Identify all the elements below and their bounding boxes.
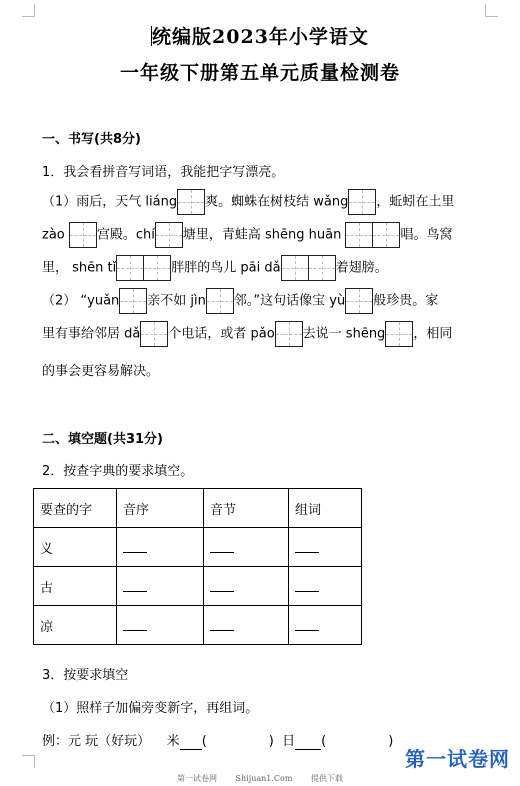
answer-blank[interactable] [295,538,319,553]
answer-blank[interactable] [295,734,321,750]
writing-grid-cell[interactable] [140,321,168,347]
answer-blank[interactable] [210,616,234,631]
close-paren: ) [268,734,274,749]
example-text: 例：元 玩（好玩） [42,734,151,749]
question1-prompt: 1．我会看拼音写词语，我能把字写漂亮。 [42,165,285,180]
q1-l1-text-a: （1）雨后，天气 liáng [42,194,178,210]
example-line [42,730,393,750]
table-header-cell: 组词 [289,489,362,528]
q1-l2-text-a: zào [42,227,65,243]
writing-grid-cell[interactable] [275,321,303,347]
dictionary-lookup-table [33,488,362,645]
q1-l4-text-a: （2） “yuǎn [42,293,120,309]
q1-l5-text-b: 个电话，或者 pǎo [168,326,275,342]
writing-grid-cell[interactable] [345,288,373,314]
answer-blank[interactable] [210,577,234,592]
answer-blank-cell[interactable] [204,567,289,606]
site-watermark: 第一试卷网 [405,747,510,771]
answer-blank[interactable] [295,616,319,631]
table-header-cell: 音节 [204,489,289,528]
writing-grid-cell[interactable] [177,189,205,215]
writing-grid-cell[interactable] [372,222,400,248]
answer-blank[interactable] [123,616,147,631]
example-char-mi: 米 [166,734,180,749]
q1-l4-text-b: 亲不如 jìn [147,293,206,309]
q1-l2-text-d: 唱。鸟窝 [400,227,453,243]
answer-blank[interactable] [123,538,147,553]
question2-prompt: 2．按查字典的要求填空。 [42,464,194,479]
writing-grid-cell[interactable] [116,255,144,281]
q1-l3-text-a: 里， shēn tǐ [42,260,117,276]
title-text-1: 统编版2023年小学语文 [152,26,369,48]
q1-line4 [42,288,438,314]
table-row [34,567,362,606]
q1-l2-text-c: 塘里，青蛙高 shēng huān [182,227,342,243]
open-paren: ( [201,734,207,749]
table-header-cell: 要查的字 [34,489,117,528]
footer-site-url: Shijuan1.Com [235,774,293,783]
q1-l3-text-b: 胖胖的鸟儿 pāi dǎ [171,260,281,276]
crop-mark-bottom-left [22,755,35,768]
q1-l5-text-d: ，相同 [413,326,453,342]
writing-grid-cell[interactable] [143,255,171,281]
writing-grid-cell[interactable] [348,189,376,215]
writing-grid-cell[interactable] [155,222,183,248]
document-title-line1 [0,22,520,49]
q1-l3-text-c: 着翅膀。 [335,260,388,276]
footer-site-name: 第一试卷网 [177,774,217,783]
open-paren: ( [321,734,327,749]
q1-line6: 的事会更容易解决。 [42,364,160,379]
table-header-cell: 音序 [117,489,204,528]
close-paren: ) [388,734,394,749]
q1-l1-text-c: ，蚯蚓在土里 [376,194,455,210]
document-title-line2: 一年级下册第五单元质量检测卷 [119,62,400,84]
answer-blank-cell[interactable] [289,606,362,645]
q1-line1 [42,189,454,215]
q1-l1-text-b: 爽。蜘蛛在树枝结 wǎng [205,194,349,210]
table-row [34,528,362,567]
writing-grid-cell[interactable] [345,222,373,248]
writing-grid-cell[interactable] [69,222,97,248]
section2-heading: 二、填空题(共31分) [42,432,163,447]
question3-1-prompt: （1）照样子加偏旁变新字，再组词。 [42,701,259,716]
page-footer [0,773,520,784]
answer-blank[interactable] [123,577,147,592]
writing-grid-cell[interactable] [281,255,309,281]
answer-blank-cell[interactable] [289,528,362,567]
section1-heading: 一、书写(共8分) [42,132,141,147]
crop-mark-top-left [22,4,35,17]
writing-grid-cell[interactable] [308,255,336,281]
answer-blank-cell[interactable] [204,606,289,645]
q1-line3 [42,255,388,281]
answer-blank-cell[interactable] [117,528,204,567]
question3-prompt: 3．按要求填空 [42,668,129,683]
example-char-ri: 日 [282,734,296,749]
answer-blank-cell[interactable] [204,528,289,567]
answer-blank[interactable] [295,577,319,592]
answer-blank-cell[interactable] [117,567,204,606]
q1-l4-text-c: 邻。”这句话像宝 yù [233,293,346,309]
crop-mark-top-right [485,4,498,17]
table-cell-char: 凉 [34,606,117,645]
answer-blank-cell[interactable] [117,606,204,645]
q1-line2 [42,222,453,248]
footer-download-note: 提供下载 [311,774,343,783]
table-header-row [34,489,362,528]
writing-grid-cell[interactable] [119,288,147,314]
writing-grid-cell[interactable] [385,321,413,347]
answer-blank[interactable] [210,538,234,553]
writing-grid-cell[interactable] [206,288,234,314]
table-row [34,606,362,645]
answer-blank-cell[interactable] [289,567,362,606]
answer-blank[interactable] [180,734,202,750]
q1-l4-text-d: 般珍贵。家 [373,293,439,309]
q1-line5 [42,321,452,347]
table-cell-char: 古 [34,567,117,606]
q1-l5-text-c: 去说一 shēng [302,326,386,342]
q1-l5-text-a: 里有事给邻居 dǎ [42,326,141,342]
table-cell-char: 义 [34,528,117,567]
q1-l2-text-b: 宫殿。chí [96,227,155,243]
